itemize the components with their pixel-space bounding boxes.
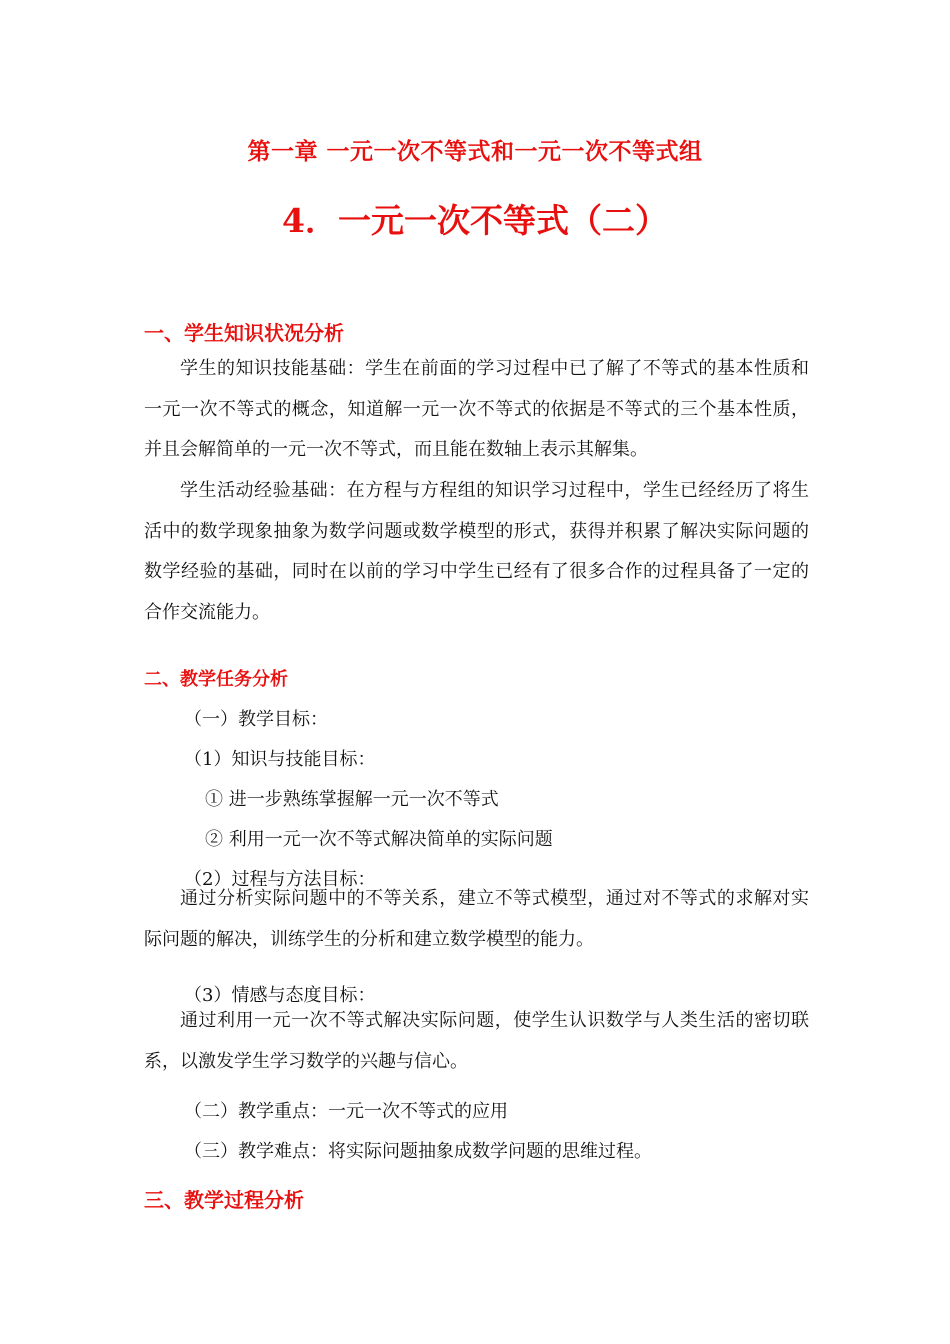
- paragraph-process-goal: 通过分析实际问题中的不等关系，建立不等式模型，通过对不等式的求解对实际问题的解决，训练学生的分析和建立数学模型的能力。: [144, 888, 809, 950]
- paragraph-knowledge-basis: 学生的知识技能基础：学生在前面的学习过程中已了解了不等式的基本性质和一元一次不等式的概念，知道解一元一次不等式的依据是不等式的三个基本性质，并且会解简单的一元一次不等式，而且能在数轴上表示其解集。: [144, 358, 809, 460]
- knowledge-goal-label: （1）知识与技能目标：: [184, 749, 376, 770]
- chapter-title: 第一章 一元一次不等式和一元一次不等式组: [247, 139, 703, 165]
- goals-label: （一）教学目标：: [184, 709, 328, 730]
- emotion-goal-label: （3）情感与态度目标：: [184, 985, 376, 1006]
- lesson-title: 4．一元一次不等式（二）: [282, 201, 668, 240]
- section-heading-process-analysis: 三、教学过程分析: [144, 1188, 304, 1212]
- knowledge-goal-item-2: ② 利用一元一次不等式解决简单的实际问题: [205, 829, 553, 850]
- paragraph-activity-basis: 学生活动经验基础：在方程与方程组的知识学习过程中，学生已经经历了将生活中的数学现象抽象为数学问题或数学模型的形式，获得并积累了解决实际问题的数学经验的基础，同时在以前的学习中学生已经有了很多合作的过程具备了一定的合作交流能力。: [144, 480, 809, 623]
- paragraph-emotion-goal: 通过利用一元一次不等式解决实际问题，使学生认识数学与人类生活的密切联系，以激发学生学习数学的兴趣与信心。: [144, 1010, 809, 1072]
- section-heading-task-analysis: 二、教学任务分析: [144, 669, 288, 690]
- key-point: （二）教学重点：一元一次不等式的应用: [184, 1101, 508, 1122]
- difficult-point: （三）教学难点：将实际问题抽象成数学问题的思维过程。: [184, 1141, 652, 1162]
- section-heading-student-analysis: 一、学生知识状况分析: [144, 321, 344, 345]
- knowledge-goal-item-1: ① 进一步熟练掌握解一元一次不等式: [205, 789, 499, 810]
- process-goal-label: （2）过程与方法目标：: [184, 869, 376, 890]
